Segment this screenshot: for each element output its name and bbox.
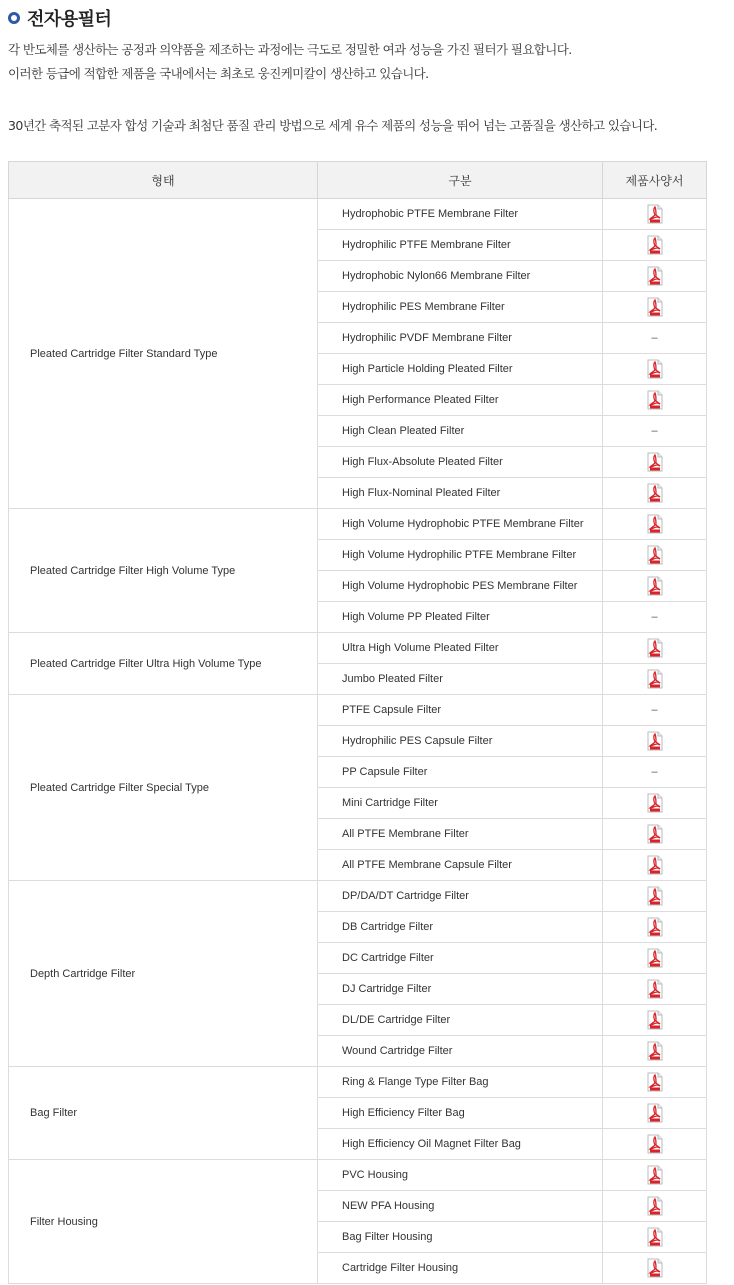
product-name-cell: PVC Housing [318, 1160, 603, 1191]
spec-sheet-cell [603, 1253, 707, 1284]
product-name-cell: Hydrophilic PVDF Membrane Filter [318, 323, 603, 354]
intro-line-2: 이러한 등급에 적합한 제품을 국내에서는 최초로 웅진케미칼이 생산하고 있습니다. [8, 66, 429, 81]
pdf-file-icon[interactable] [647, 1134, 663, 1154]
product-name-cell: Mini Cartridge Filter [318, 788, 603, 819]
spec-sheet-cell [603, 695, 707, 726]
spec-sheet-cell [603, 416, 707, 447]
pdf-file-icon[interactable] [647, 1258, 663, 1278]
spec-sheet-cell [603, 571, 707, 602]
product-name-cell: Cartridge Filter Housing [318, 1253, 603, 1284]
pdf-file-icon[interactable] [647, 669, 663, 689]
pdf-file-icon[interactable] [647, 1103, 663, 1123]
spec-sheet-cell [603, 292, 707, 323]
header-spec: 제품사양서 [603, 162, 707, 199]
product-name-cell: High Particle Holding Pleated Filter [318, 354, 603, 385]
no-spec-dash: – [651, 611, 658, 623]
pdf-file-icon[interactable] [647, 576, 663, 596]
table-row [9, 695, 707, 726]
no-spec-dash: – [651, 704, 658, 716]
pdf-file-icon[interactable] [647, 1196, 663, 1216]
spec-sheet-cell [603, 1098, 707, 1129]
product-name-cell: High Clean Pleated Filter [318, 416, 603, 447]
pdf-file-icon[interactable] [647, 266, 663, 286]
filter-type-cell: Filter Housing [9, 1160, 318, 1284]
spec-sheet-cell [603, 757, 707, 788]
product-name-cell: High Volume Hydrophobic PTFE Membrane Filter [318, 509, 603, 540]
pdf-file-icon[interactable] [647, 1010, 663, 1030]
spec-sheet-cell [603, 1005, 707, 1036]
circle-bullet-icon [8, 12, 20, 24]
spec-sheet-cell [603, 509, 707, 540]
spec-sheet-cell [603, 633, 707, 664]
product-name-cell: DB Cartridge Filter [318, 912, 603, 943]
product-name-cell: High Volume PP Pleated Filter [318, 602, 603, 633]
filter-type-cell: Pleated Cartridge Filter Standard Type [9, 199, 318, 509]
pdf-file-icon[interactable] [647, 514, 663, 534]
product-name-cell: DP/DA/DT Cartridge Filter [318, 881, 603, 912]
product-name-cell: High Flux-Absolute Pleated Filter [318, 447, 603, 478]
spec-sheet-cell [603, 881, 707, 912]
pdf-file-icon[interactable] [647, 1072, 663, 1092]
product-name-cell: Ultra High Volume Pleated Filter [318, 633, 603, 664]
product-name-cell: High Volume Hydrophilic PTFE Membrane Filter [318, 540, 603, 571]
product-name-cell: Jumbo Pleated Filter [318, 664, 603, 695]
product-name-cell: DJ Cartridge Filter [318, 974, 603, 1005]
spec-sheet-cell [603, 974, 707, 1005]
spec-sheet-cell [603, 1129, 707, 1160]
spec-sheet-cell [603, 1222, 707, 1253]
spec-sheet-cell [603, 540, 707, 571]
no-spec-dash: – [651, 766, 658, 778]
table-row [9, 1067, 707, 1098]
pdf-file-icon[interactable] [647, 390, 663, 410]
pdf-file-icon[interactable] [647, 793, 663, 813]
section-title [8, 6, 111, 30]
pdf-file-icon[interactable] [647, 917, 663, 937]
pdf-file-icon[interactable] [647, 235, 663, 255]
product-name-cell: Hydrophilic PTFE Membrane Filter [318, 230, 603, 261]
pdf-file-icon[interactable] [647, 979, 663, 999]
pdf-file-icon[interactable] [647, 824, 663, 844]
pdf-file-icon[interactable] [647, 731, 663, 751]
spec-sheet-cell [603, 664, 707, 695]
spec-sheet-cell [603, 850, 707, 881]
spec-sheet-cell [603, 912, 707, 943]
product-name-cell: High Volume Hydrophobic PES Membrane Filter [318, 571, 603, 602]
spec-sheet-cell [603, 385, 707, 416]
product-name-cell: Hydrophilic PES Capsule Filter [318, 726, 603, 757]
spec-sheet-cell [603, 323, 707, 354]
spec-sheet-cell [603, 788, 707, 819]
product-name-cell: Bag Filter Housing [318, 1222, 603, 1253]
product-name-cell: Hydrophobic Nylon66 Membrane Filter [318, 261, 603, 292]
table-row [9, 1160, 707, 1191]
product-name-cell: All PTFE Membrane Capsule Filter [318, 850, 603, 881]
filter-type-cell: Depth Cartridge Filter [9, 881, 318, 1067]
spec-sheet-cell [603, 1160, 707, 1191]
header-type: 형태 [9, 162, 318, 199]
pdf-file-icon[interactable] [647, 638, 663, 658]
product-name-cell: DL/DE Cartridge Filter [318, 1005, 603, 1036]
spec-sheet-cell [603, 943, 707, 974]
spec-sheet-cell [603, 602, 707, 633]
page-title: 전자용필터 [27, 9, 112, 30]
filter-type-cell: Pleated Cartridge Filter High Volume Type [9, 509, 318, 633]
pdf-file-icon[interactable] [647, 855, 663, 875]
spec-sheet-cell [603, 230, 707, 261]
pdf-file-icon[interactable] [647, 1227, 663, 1247]
table-row [9, 881, 707, 912]
pdf-file-icon[interactable] [647, 886, 663, 906]
product-name-cell: PTFE Capsule Filter [318, 695, 603, 726]
spec-sheet-cell [603, 1036, 707, 1067]
spec-sheet-cell [603, 478, 707, 509]
product-name-cell: All PTFE Membrane Filter [318, 819, 603, 850]
product-name-cell: High Efficiency Oil Magnet Filter Bag [318, 1129, 603, 1160]
table-body [9, 199, 707, 1284]
no-spec-dash: – [651, 332, 658, 344]
table-row [9, 509, 707, 540]
product-name-cell: High Efficiency Filter Bag [318, 1098, 603, 1129]
pdf-file-icon[interactable] [647, 452, 663, 472]
header-category: 구분 [318, 162, 603, 199]
intro-line-3: 30년간 축적된 고분자 합성 기술과 최첨단 품질 관리 방법으로 세계 유수 제품의 성능을 뛰어 넘는 고품질을 생산하고 있습니다. [8, 118, 658, 133]
pdf-file-icon[interactable] [647, 1165, 663, 1185]
pdf-file-icon[interactable] [647, 948, 663, 968]
spec-sheet-cell [603, 1191, 707, 1222]
spec-sheet-cell [603, 726, 707, 757]
product-name-cell: Ring & Flange Type Filter Bag [318, 1067, 603, 1098]
product-name-cell: NEW PFA Housing [318, 1191, 603, 1222]
product-name-cell: Hydrophobic PTFE Membrane Filter [318, 199, 603, 230]
spec-sheet-cell [603, 199, 707, 230]
intro-line-1: 각 반도체를 생산하는 공정과 의약품을 제조하는 과정에는 극도로 정밀한 여과 성능을 가진 필터가 필요합니다. [8, 42, 572, 57]
product-name-cell: PP Capsule Filter [318, 757, 603, 788]
product-name-cell: DC Cartridge Filter [318, 943, 603, 974]
product-name-cell: High Flux-Nominal Pleated Filter [318, 478, 603, 509]
filter-type-cell: Bag Filter [9, 1067, 318, 1160]
pdf-file-icon[interactable] [647, 545, 663, 565]
pdf-file-icon[interactable] [647, 483, 663, 503]
pdf-file-icon[interactable] [647, 359, 663, 379]
product-name-cell: Wound Cartridge Filter [318, 1036, 603, 1067]
product-name-cell: Hydrophilic PES Membrane Filter [318, 292, 603, 323]
filter-type-cell: Pleated Cartridge Filter Special Type [9, 695, 318, 881]
spec-sheet-cell [603, 354, 707, 385]
spec-sheet-cell [603, 447, 707, 478]
spec-sheet-cell [603, 1067, 707, 1098]
no-spec-dash: – [651, 425, 658, 437]
pdf-file-icon[interactable] [647, 297, 663, 317]
table-row [9, 199, 707, 230]
filter-type-cell: Pleated Cartridge Filter Ultra High Volume Type [9, 633, 318, 695]
product-spec-table [8, 161, 707, 1284]
product-name-cell: High Performance Pleated Filter [318, 385, 603, 416]
pdf-file-icon[interactable] [647, 204, 663, 224]
table-header-row [9, 162, 707, 199]
table-row [9, 633, 707, 664]
spec-sheet-cell [603, 261, 707, 292]
spec-sheet-cell [603, 819, 707, 850]
pdf-file-icon[interactable] [647, 1041, 663, 1061]
